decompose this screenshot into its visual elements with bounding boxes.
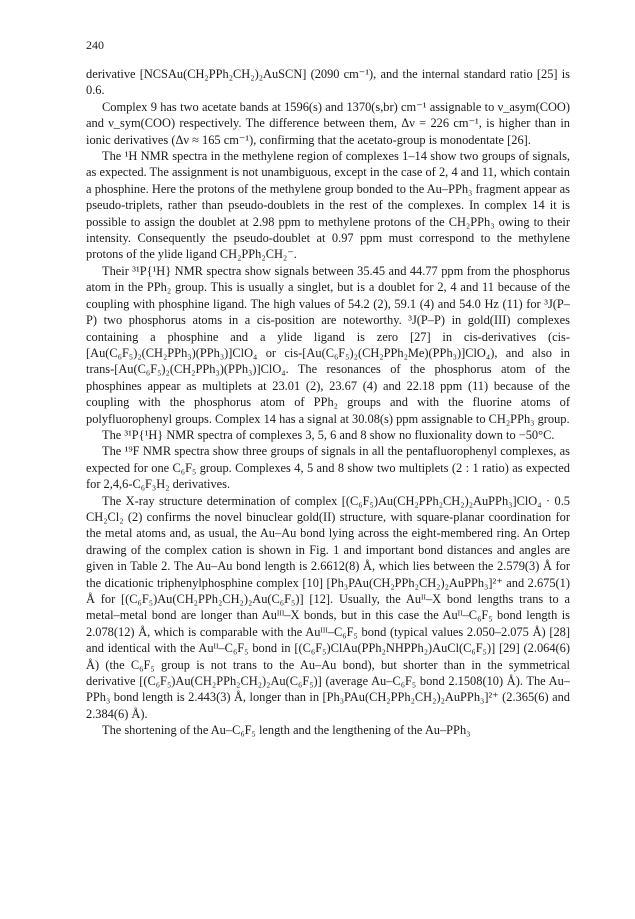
paragraph: The ³¹P{¹H} NMR spectra of complexes 3, 5, 6 and 8 show no fluxionality down to −50°C. [102,427,555,442]
paragraph: derivative [NCSAu(CH₂PPh₂CH₂)₂AuSCN] (2090 cm⁻¹), and the internal standard ratio [25] is 0.6. [86,67,570,98]
paragraph: Complex 9 has two acetate bands at 1596(s) and 1370(s,br) cm⁻¹ assignable to ν_asym(COO) and ν_sym(COO) respectively. The difference between them, Δν = 226 cm⁻¹, is higher than in ionic derivatives (Δν ≈ 165 cm⁻¹), confirming that the acetato-group is monodentate [26]. [86,99,570,147]
paragraph: The ¹H NMR spectra in the methylene region of complexes 1–14 show two groups of signals, as expected. The assignment is not unambiguous, except in the case of 2, 4 and 11, which contain a phosphine. Here the protons of the methylene group bonded to the Au–PPh₃ fragment appear as pseudo-triplets, rather than pseudo-doublets in the rest of the complexes. In complex 14 it is possible to assign the doublet at 2.98 ppm to methylene protons of the CH₂PPh₃ owing to their intensity. Consequently the pseudo-doublet at 0.97 ppm must correspond to the methylene protons of the ylide ligand CH₂PPh₂CH₂⁻. [86,149,570,262]
paragraph: Their ³¹P{¹H} NMR spectra show signals between 35.45 and 44.77 ppm from the phosphorus atom in the PPh₂ group. This is usually a singlet, but is a doublet for 2, 4 and 11 because of the coupling with phosphine ligand. The high values of 54.2 (2), 59.1 (4) and 54.0 Hz (11) for ³J(P–P) two phosphorus atoms in a cis-position are noteworthy. ³J(P–P) in gold(III) complexes containing a phosphine and a ylide ligand is zero [27] in cis-derivatives (cis-[Au(C₆F₅)₂(CH₂PPh₃)(PPh₃)]ClO₄ or cis-[Au(C₆F₅)₂(CH₂PPh₂Me)(PPh₃)]ClO₄), and also in trans-[Au(C₆F₅)₂(CH₂PPh₃)(PPh₃)]ClO₄. The resonances of the phosphorus atom of the phosphines appear as multiplets at 23.01 (2), 23.67 (4) and 22.18 ppm (11) because of the coupling with the phosphorus atom of PPh₂ groups and with the fluorine atoms of polyfluorophenyl groups. Complex 14 has a signal at 30.08(s) ppm assignable to CH₂PPh₃ group. [86,263,570,426]
page-number: 240 [86,38,104,52]
paragraph: The shortening of the Au–C₆F₅ length and the lengthening of the Au–PPh₃ [102,723,471,738]
paragraph: The X-ray structure determination of complex [(C₆F₅)Au(CH₂PPh₂CH₂)₂AuPPh₃]ClO₄ · 0.5 CH₂Cl₂ (2) confirms the novel binuclear gold(II) structure, with square-planar coordination for the metal atoms and, as usual, the Au–Au bond lying across the eight-membered ring. An Ortep drawing of the complex cation is shown in Fig. 1 and important bond distances and angles are given in Table 2. The Au–Au bond length is 2.6612(8) Å, which lies between the 2.579(3) Å for the dicationic triphenylphosphine complex [10] [Ph₃PAu(CH₂PPh₂CH₂)₂AuPPh₃]²⁺ and 2.675(1) Å for [(C₆F₅)Au(CH₂PPh₂CH₂)₂Au(C₆F₅)] [12]. Usually, the Auᴵᴵ–X bond lengths trans to a metal–metal bond are longer than Auᴵᴵᴵ–X bonds, but in this case the Auᴵᴵ–C₆F₅ bond length is 2.078(12) Å, which is comparable with the Auᴵᴵᴵ–C₆F₅ bond (typical values 2.050–2.075 Å) [28] and identical with the Auᴵᴵ–C₆F₅ bond in [(C₆F₅)ClAu(PPh₂NHPPh₂)AuCl(C₆F₅)] [29] (2.064(6) Å) (the C₆F₅ group is not trans to the Au–Au bond), but shorter than in the symmetrical derivative [(C₆F₅)Au(CH₂PPh₂CH₂)₂Au(C₆F₅)] (average Au–C₆F₅ bond 2.1508(10) Å). The Au–PPh₃ bond length is 2.443(3) Å, longer than in [Ph₃PAu(CH₂PPh₂CH₂)₂AuPPh₃]²⁺ (2.365(6) and 2.384(6) Å). [86,493,570,721]
body-text [86,66,570,739]
paragraph: The ¹⁹F NMR spectra show three groups of signals in all the pentafluorophenyl complexes, as expected for one C₆F₅ group. Complexes 4, 5 and 8 show two multiplets (2 : 1 ratio) as expected for 2,4,6-C₆F₃H₂ derivatives. [86,444,570,492]
